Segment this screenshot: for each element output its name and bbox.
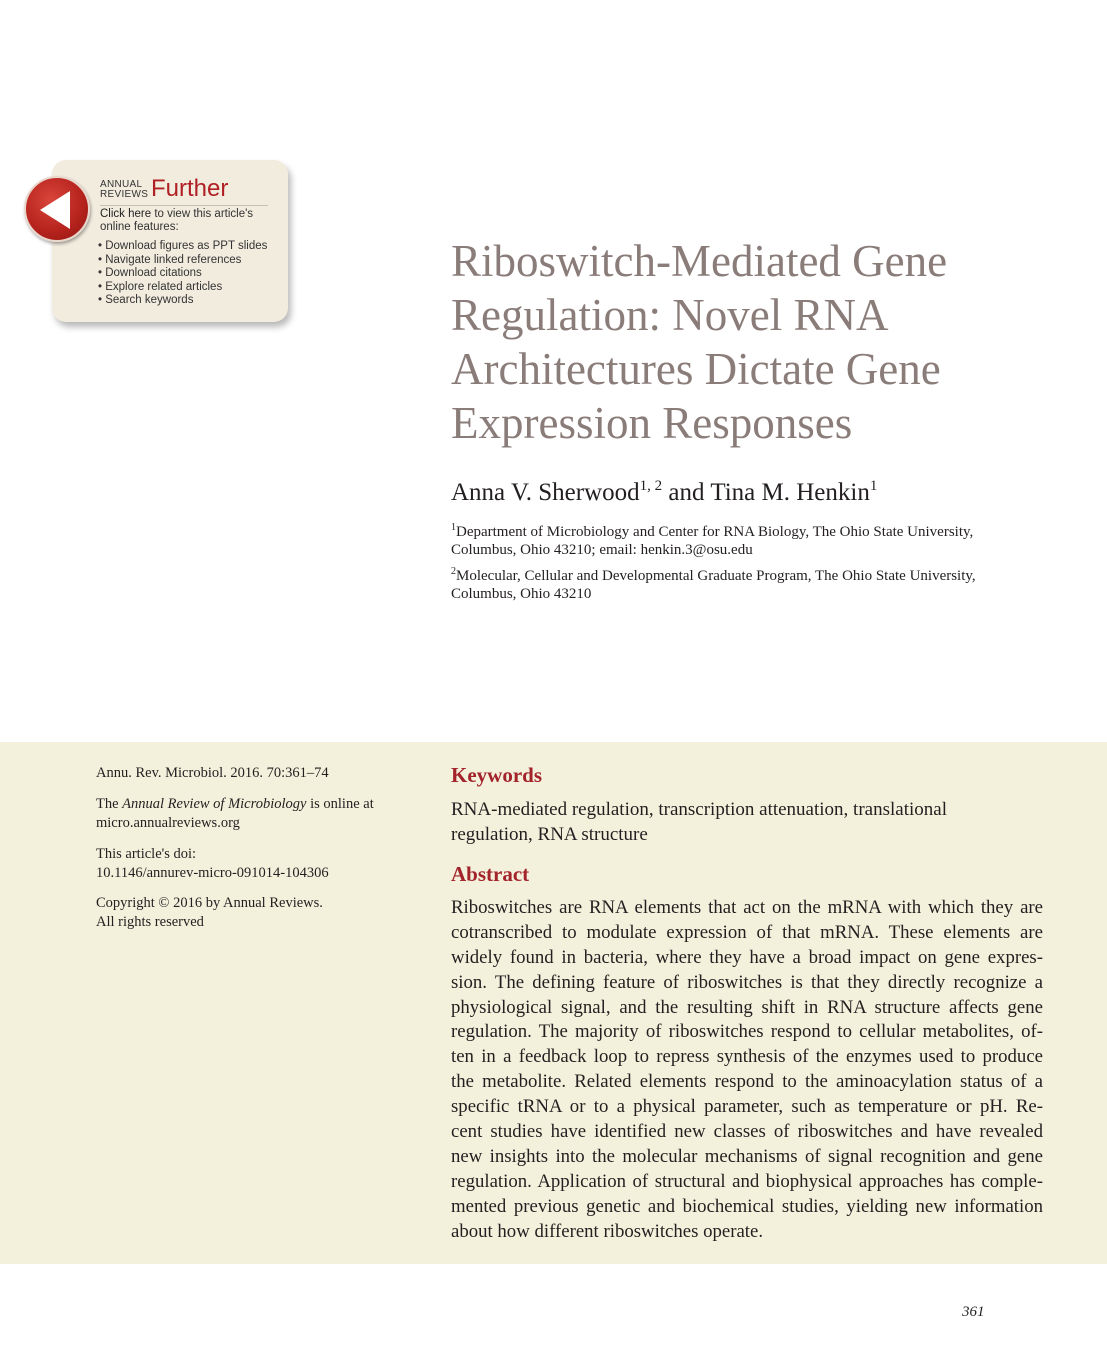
copyright-line: Copyright © 2016 by Annual Reviews. bbox=[96, 895, 323, 911]
annual-reviews-brand: ANNUAL REVIEWS bbox=[100, 179, 149, 200]
keywords-line: RNA-mediated regulation, transcription attenuation, translational bbox=[451, 799, 947, 820]
affiliation-line: Molecular, Cellular and Developmental Graduate Program, The Ohio State University, bbox=[456, 568, 976, 584]
keywords-heading: Keywords bbox=[451, 763, 542, 787]
abstract-line: physiological signal, and the resulting shift in RNA structure affects gene bbox=[451, 996, 1043, 1018]
keywords-list bbox=[451, 797, 1011, 847]
author-affil-marker: 1 bbox=[869, 478, 878, 494]
feature-related-articles[interactable]: • Explore related articles bbox=[98, 281, 267, 295]
affiliation-line: Department of Microbiology and Center for RNA Biology, The Ohio State University, bbox=[456, 524, 974, 540]
abstract-line: about how different riboswitches operate. bbox=[451, 1220, 764, 1242]
affiliation-line: Columbus, Ohio 43210; email: henkin.3@osu.edu bbox=[451, 542, 753, 558]
abstract-line: new insights into the molecular mechanisms of signal recognition and gene bbox=[451, 1145, 1043, 1167]
further-divider bbox=[100, 205, 268, 206]
author-list bbox=[451, 478, 877, 508]
abstract-line: cent studies have identified new classes of riboswitches and have revealed bbox=[451, 1121, 1043, 1143]
author-name: Tina M. Henkin bbox=[710, 479, 870, 506]
abstract-text bbox=[451, 896, 1043, 1244]
affiliation-line: Columbus, Ohio 43210 bbox=[451, 586, 592, 602]
abstract-line: regulation. Application of structural and biophysical approaches has comple- bbox=[451, 1170, 1043, 1192]
affiliation-number: 2 bbox=[451, 566, 456, 577]
journal-name: Annual Review of Microbiology bbox=[122, 796, 307, 812]
affiliation bbox=[451, 523, 1031, 559]
page-number: 361 bbox=[962, 1304, 985, 1320]
further-title: Further bbox=[151, 175, 229, 202]
abstract-line: the metabolite. Related elements respond to the aminoacylation status of a bbox=[451, 1071, 1043, 1093]
affiliation bbox=[451, 567, 1031, 603]
online-note bbox=[96, 795, 396, 832]
abstract-line: cotranscribed to modulate expression of that mRNA. These elements are bbox=[451, 921, 1043, 943]
feature-linked-references[interactable]: • Navigate linked references bbox=[98, 254, 267, 268]
journal-citation: Annu. Rev. Microbiol. 2016. 70:361–74 bbox=[96, 765, 329, 781]
copyright-line: All rights reserved bbox=[96, 913, 204, 930]
back-arrow-icon[interactable] bbox=[24, 176, 90, 242]
abstract-line: ten in a feedback loop to repress synthesis of the enzymes used to produce bbox=[451, 1046, 1043, 1068]
click-here-link[interactable]: Click here bbox=[100, 208, 152, 220]
title-line: Expression Responses bbox=[451, 398, 853, 448]
abstract-line: widely found in bacteria, where they have a broad impact on gene expres- bbox=[451, 946, 1043, 968]
affiliation-number: 1 bbox=[451, 522, 456, 533]
abstract-line: specific tRNA or to a physical parameter, such as temperature or pH. Re- bbox=[451, 1096, 1043, 1118]
abstract-line: regulation. The majority of riboswitches respond to cellular metabolites, of- bbox=[451, 1021, 1043, 1043]
abstract-heading: Abstract bbox=[451, 862, 530, 886]
abstract-line: sion. The defining feature of riboswitches is that they directly recognize a bbox=[451, 971, 1043, 993]
further-feature-list bbox=[98, 240, 267, 308]
further-intro-text: to view this article's online features: bbox=[100, 208, 254, 233]
online-prefix: The bbox=[96, 796, 123, 812]
feature-download-figures[interactable]: • Download figures as PPT slides bbox=[98, 240, 267, 254]
doi-block bbox=[96, 845, 396, 882]
author-affil-marker: 1, 2 bbox=[639, 478, 663, 494]
title-line: Architectures Dictate Gene bbox=[451, 344, 941, 394]
copyright bbox=[96, 894, 396, 931]
article-title bbox=[451, 234, 1051, 450]
further-intro bbox=[100, 208, 280, 234]
doi-label: This article's doi: bbox=[96, 846, 197, 862]
feature-download-citations[interactable]: • Download citations bbox=[98, 267, 267, 281]
title-line: Regulation: Novel RNA bbox=[451, 290, 889, 340]
journal-url[interactable]: micro.annualreviews.org bbox=[96, 814, 240, 831]
abstract-line: mented previous genetic and biochemical studies, yielding new information bbox=[451, 1195, 1043, 1217]
title-line: Riboswitch-Mediated Gene bbox=[451, 236, 948, 286]
author-joiner: and bbox=[662, 479, 711, 506]
feature-search-keywords[interactable]: • Search keywords bbox=[98, 294, 267, 308]
keywords-line: regulation, RNA structure bbox=[451, 824, 648, 845]
doi-value[interactable]: 10.1146/annurev-micro-091014-104306 bbox=[96, 864, 329, 881]
online-suffix: is online at bbox=[306, 796, 374, 812]
author-name: Anna V. Sherwood bbox=[451, 479, 640, 506]
abstract-line: Riboswitches are RNA elements that act on the mRNA with which they are bbox=[451, 897, 1043, 918]
